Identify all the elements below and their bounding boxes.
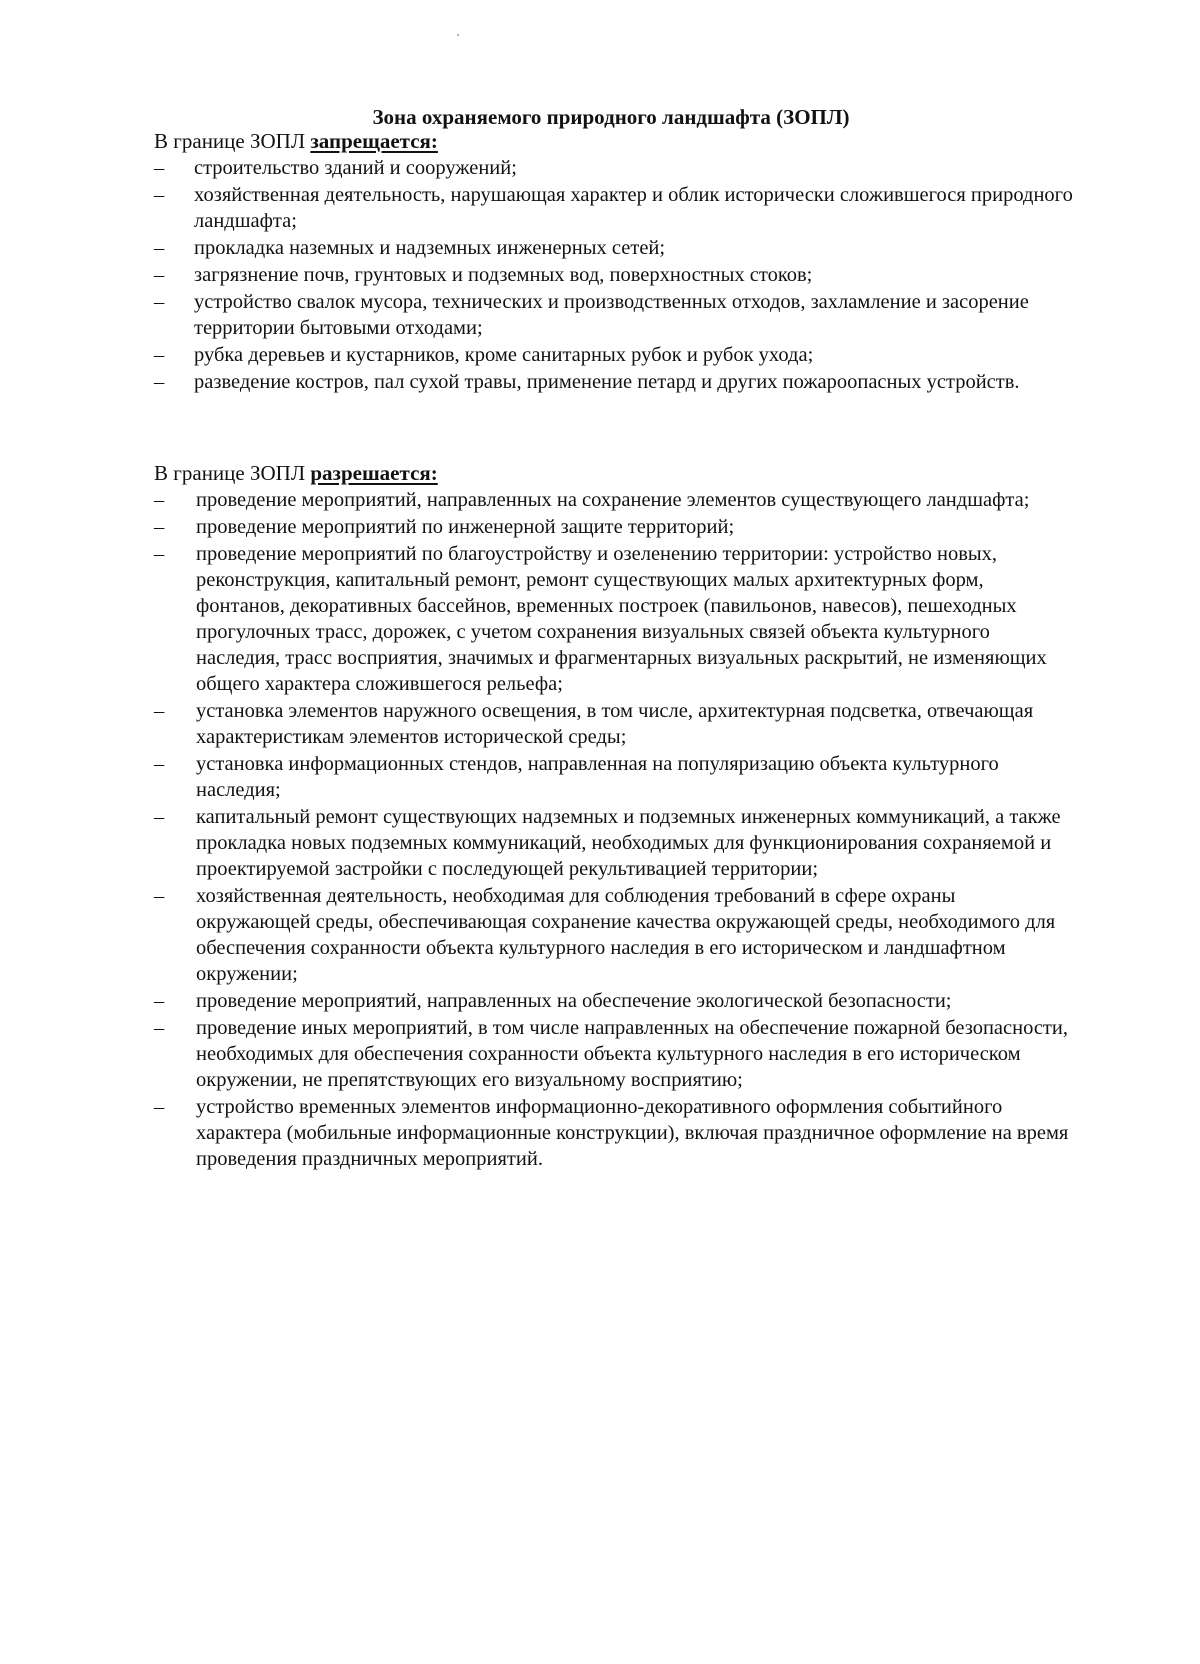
list-item-text: устройство свалок мусора, технических и производственных отходов, захламление и засорение территории бытовыми отходами;	[194, 291, 1029, 339]
list-item-text: проведение иных мероприятий, в том числе направленных на обеспечение пожарной безопасности, необходимых для обеспечения сохранности объекта культурного наследия в его историческом окружении, не препятствующих его визуальному восприятию;	[196, 1017, 1068, 1091]
list-item	[154, 235, 1074, 261]
list-item-text: разведение костров, пал сухой травы, применение петард и других пожароопасных устройств.	[194, 371, 1020, 393]
list-item-text: хозяйственная деятельность, нарушающая характер и облик исторически сложившегося природного ландшафта;	[194, 184, 1073, 232]
allowed-heading-prefix: В границе ЗОПЛ	[154, 461, 306, 485]
list-item	[154, 751, 1074, 803]
list-item	[154, 1094, 1074, 1172]
list-item	[154, 342, 1074, 368]
list-item	[154, 155, 1074, 181]
allowed-section	[154, 460, 1074, 1173]
allowed-list	[154, 487, 1074, 1172]
list-item	[154, 883, 1074, 987]
prohibited-heading-prefix: В границе ЗОПЛ	[154, 129, 306, 153]
dash-bullet: –	[154, 516, 165, 538]
scan-speck	[457, 34, 459, 36]
list-item-text: рубка деревьев и кустарников, кроме санитарных рубок и рубок ухода;	[194, 344, 814, 366]
list-item-text: проведение мероприятий, направленных на сохранение элементов существующего ландшафта;	[196, 489, 1030, 511]
list-item	[154, 541, 1074, 697]
document-title: Зона охраняемого природного ландшафта (ЗОПЛ)	[372, 105, 850, 129]
list-item-text: проведение мероприятий по инженерной защите территорий;	[196, 516, 735, 538]
dash-bullet: –	[154, 753, 165, 775]
list-item	[154, 698, 1074, 750]
dash-bullet: –	[154, 344, 165, 366]
dash-bullet: –	[154, 1096, 165, 1118]
prohibited-heading	[154, 128, 1074, 154]
list-item	[154, 1015, 1074, 1093]
dash-bullet: –	[154, 157, 165, 179]
dash-bullet: –	[154, 543, 165, 565]
dash-bullet: –	[154, 489, 165, 511]
list-item	[154, 369, 1074, 395]
dash-bullet: –	[154, 264, 165, 286]
dash-bullet: –	[154, 237, 165, 259]
list-item-text: прокладка наземных и надземных инженерных сетей;	[194, 237, 666, 259]
prohibited-heading-keyword: запрещается:	[310, 129, 438, 153]
allowed-heading-keyword: разрешается:	[310, 461, 438, 485]
dash-bullet: –	[154, 885, 165, 907]
list-item	[154, 289, 1074, 341]
list-item	[154, 182, 1074, 234]
list-item-text: капитальный ремонт существующих надземных и подземных инженерных коммуникаций, а также прокладка новых подземных коммуникаций, необходимых для функционирования сохраняемой и проектируемой застройки с последующей рекультивацией территории;	[196, 806, 1061, 880]
allowed-heading	[154, 460, 1074, 486]
dash-bullet: –	[154, 1017, 165, 1039]
dash-bullet: –	[154, 291, 165, 313]
dash-bullet: –	[154, 700, 165, 722]
dash-bullet: –	[154, 806, 165, 828]
list-item-text: проведение мероприятий по благоустройству и озеленению территории: устройство новых, реконструкция, капитальный ремонт, ремонт существующих малых архитектурных форм, фонтанов, декоративных бассейнов, временных построек (павильонов, навесов), пешеходных прогулочных трасс, дорожек, с учетом сохранения визуальных связей объекта культурного наследия, трасс восприятия, значимых и фрагментарных визуальных раскрытий, не изменяющих общего характера сложившегося рельефа;	[196, 543, 1047, 695]
prohibited-section	[154, 128, 1074, 396]
list-item-text: установка информационных стендов, направленная на популяризацию объекта культурного наследия;	[196, 753, 999, 801]
list-item	[154, 988, 1074, 1014]
dash-bullet: –	[154, 184, 165, 206]
dash-bullet: –	[154, 371, 165, 393]
prohibited-list	[154, 155, 1074, 395]
list-item-text: установка элементов наружного освещения, в том числе, архитектурная подсветка, отвечающая характеристикам элементов исторической среды;	[196, 700, 1034, 748]
list-item	[154, 262, 1074, 288]
list-item-text: загрязнение почв, грунтовых и подземных вод, поверхностных стоков;	[194, 264, 813, 286]
list-item-text: хозяйственная деятельность, необходимая для соблюдения требований в сфере охраны окружающей среды, обеспечивающая сохранение качества окружающей среды, необходимого для обеспечения сохранности объекта культурного наследия в его историческом и ландшафтном окружении;	[196, 885, 1056, 985]
dash-bullet: –	[154, 990, 165, 1012]
list-item	[154, 487, 1074, 513]
list-item-text: проведение мероприятий, направленных на обеспечение экологической безопасности;	[196, 990, 952, 1012]
list-item-text: строительство зданий и сооружений;	[194, 157, 517, 179]
list-item-text: устройство временных элементов информационно-декоративного оформления событийного характера (мобильные информационные конструкции), включая праздничное оформление на время проведения праздничных мероприятий.	[196, 1096, 1069, 1170]
list-item	[154, 804, 1074, 882]
list-item	[154, 514, 1074, 540]
